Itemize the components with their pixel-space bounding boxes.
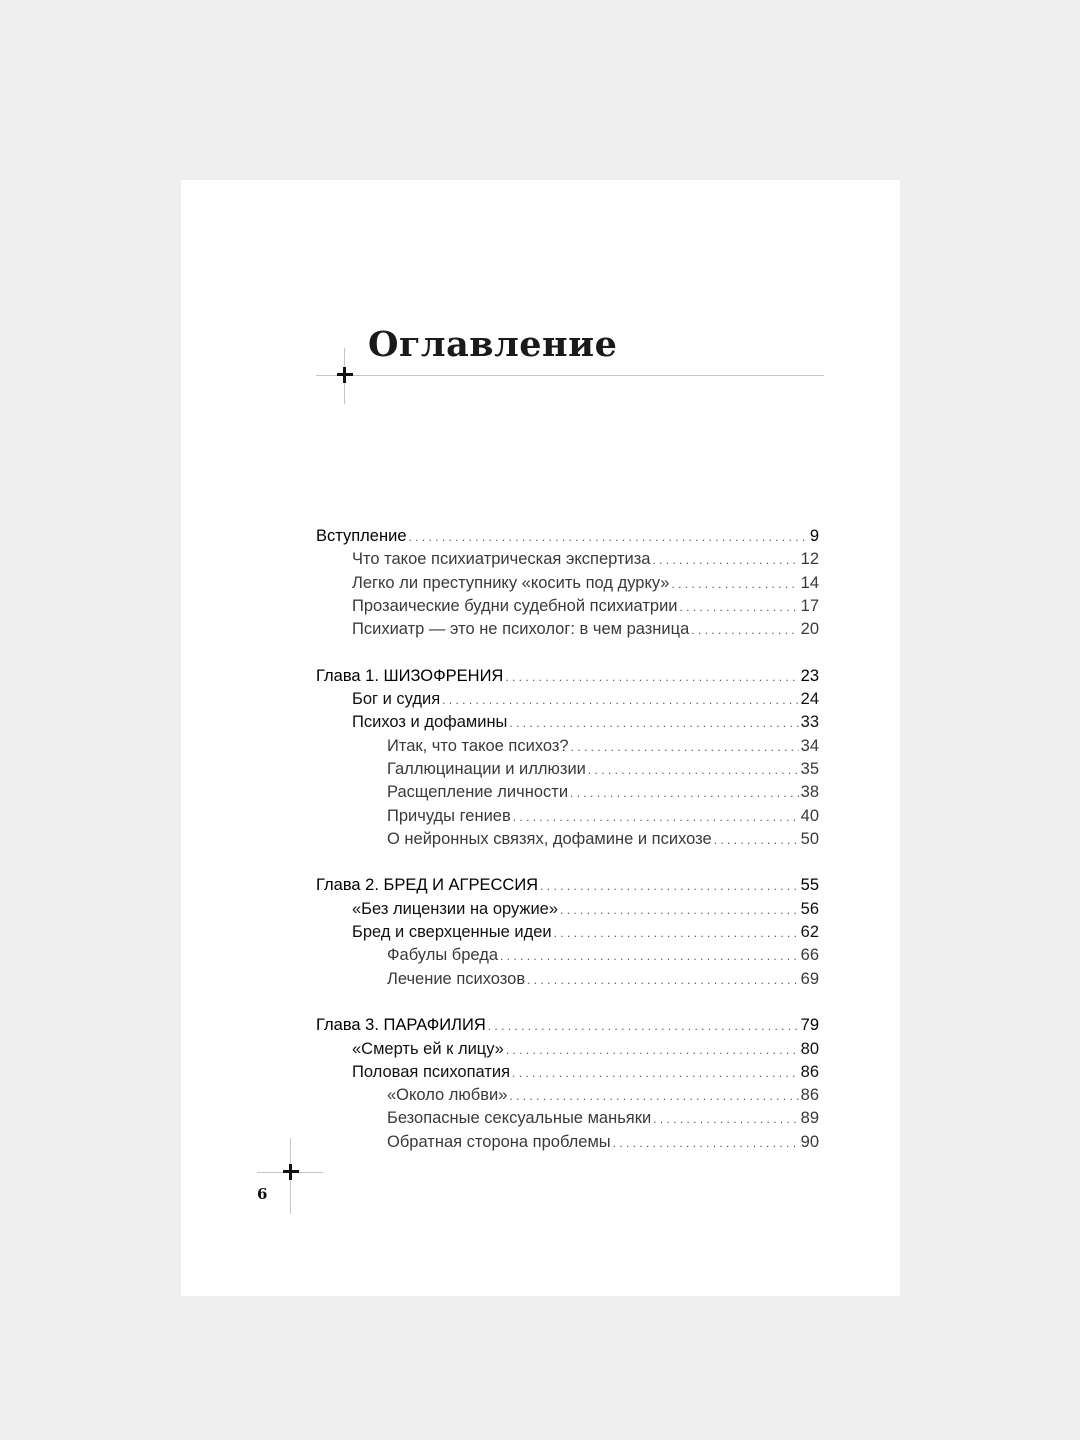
toc-dot-leader [714, 829, 799, 852]
toc-entry-title: Итак, что такое психоз? [387, 736, 569, 755]
toc-dot-leader [509, 712, 798, 735]
toc-page-number: 9 [809, 527, 819, 545]
toc-entry-title: «Без лицензии на оружие» [352, 899, 559, 918]
toc-section-entry [316, 572, 819, 595]
toc-page-number: 12 [800, 550, 819, 569]
toc-dot-leader [500, 945, 799, 968]
toc-entry-title: Прозаические будни судебной психиатрии [352, 596, 678, 615]
toc-section-entry [316, 711, 819, 734]
toc-dot-leader [671, 573, 798, 596]
toc-subsection-entry [316, 758, 819, 781]
toc-section-entry [316, 618, 819, 641]
toc-subsection-entry [316, 805, 819, 828]
footer-register-plus-icon [283, 1164, 299, 1180]
toc-entry-title: «Около любви» [387, 1086, 508, 1105]
toc-page-number: 86 [800, 1062, 819, 1081]
toc-entry-title: Фабулы бреда [387, 946, 499, 965]
toc-dot-leader [409, 526, 808, 549]
toc-page-number: 34 [800, 736, 819, 755]
toc-dot-leader [691, 619, 798, 642]
toc-entry-title: Психоз и дофамины [352, 713, 508, 732]
toc-page-number: 24 [800, 690, 819, 709]
toc-page-number: 50 [800, 829, 819, 848]
toc-page-number: 14 [800, 573, 819, 592]
table-of-contents [316, 525, 819, 1154]
toc-page-number: 86 [800, 1086, 819, 1105]
toc-section-entry [316, 595, 819, 618]
toc-dot-leader [509, 1085, 798, 1108]
toc-page-number: 40 [800, 806, 819, 825]
toc-section-entry [316, 548, 819, 571]
toc-dot-leader [505, 666, 798, 689]
toc-chapter-entry [316, 665, 819, 688]
toc-entry-title: Глава 1. ШИЗОФРЕНИЯ [316, 666, 504, 685]
toc-entry-title: Что такое психиатрическая экспертиза [352, 550, 651, 569]
toc-section-entry [316, 1061, 819, 1084]
title-register-plus-icon [337, 367, 353, 383]
toc-page-number: 56 [800, 899, 819, 918]
toc-entry-title: «Смерть ей к лицу» [352, 1039, 504, 1058]
toc-entry-title: Бог и судия [352, 690, 441, 709]
toc-page-number: 33 [800, 713, 819, 732]
toc-page-number: 69 [800, 969, 819, 988]
toc-chapter-entry [316, 525, 819, 548]
toc-entry-title: Причуды гениев [387, 806, 511, 825]
toc-page-number: 38 [800, 783, 819, 802]
toc-page-number: 55 [800, 876, 819, 895]
toc-entry-title: О нейронных связях, дофамине и психозе [387, 829, 712, 848]
toc-chapter-entry [316, 1014, 819, 1037]
toc-subsection-entry [316, 968, 819, 991]
toc-subsection-entry [316, 1084, 819, 1107]
toc-entry-title: Бред и сверхценные идеи [352, 923, 552, 942]
toc-page-number: 20 [800, 620, 819, 639]
toc-dot-leader [570, 782, 799, 805]
title-rule [316, 375, 824, 376]
toc-entry-title: Безопасные сексуальные маньяки [387, 1109, 652, 1128]
toc-entry-title: Обратная сторона проблемы [387, 1132, 611, 1151]
toc-entry-title: Психиатр — это не психолог: в чем разница [352, 620, 690, 639]
toc-page-number: 89 [800, 1109, 819, 1128]
toc-entry-title: Галлюцинации и иллюзии [387, 759, 586, 778]
toc-dot-leader [613, 1132, 799, 1155]
toc-section-entry [316, 921, 819, 944]
toc-dot-leader [652, 549, 798, 572]
toc-section-gap [316, 991, 819, 1014]
toc-dot-leader [560, 899, 799, 922]
toc-dot-leader [653, 1108, 798, 1131]
toc-subsection-entry [316, 944, 819, 967]
toc-chapter-entry [316, 874, 819, 897]
toc-subsection-entry [316, 828, 819, 851]
toc-subsection-entry [316, 735, 819, 758]
toc-entry-title: Вступление [316, 527, 407, 545]
page-number: 6 [257, 1185, 268, 1203]
toc-dot-leader [680, 596, 799, 619]
toc-subsection-entry [316, 1131, 819, 1154]
toc-entry-title: Глава 3. ПАРАФИЛИЯ [316, 1016, 486, 1035]
toc-dot-leader [527, 969, 799, 992]
toc-entry-title: Глава 2. БРЕД И АГРЕССИЯ [316, 876, 539, 895]
toc-subsection-entry [316, 1107, 819, 1130]
toc-subsection-entry [316, 781, 819, 804]
toc-dot-leader [442, 689, 799, 712]
toc-entry-title: Половая психопатия [352, 1062, 511, 1081]
toc-page-number: 66 [800, 946, 819, 965]
toc-page-number: 90 [800, 1132, 819, 1151]
toc-page-number: 79 [800, 1016, 819, 1035]
toc-dot-leader [554, 922, 799, 945]
toc-section-entry [316, 1038, 819, 1061]
toc-page-number: 62 [800, 923, 819, 942]
toc-dot-leader [512, 1062, 799, 1085]
toc-section-entry [316, 898, 819, 921]
page-title: Оглавление [368, 324, 618, 365]
toc-dot-leader [513, 806, 799, 829]
toc-dot-leader [571, 736, 799, 759]
toc-page-number: 80 [800, 1039, 819, 1058]
toc-entry-title: Лечение психозов [387, 969, 526, 988]
toc-entry-title: Расщепление личности [387, 783, 569, 802]
toc-page-number: 23 [800, 666, 819, 685]
toc-section-gap [316, 851, 819, 874]
toc-page-number: 17 [800, 596, 819, 615]
toc-section-entry [316, 688, 819, 711]
toc-dot-leader [588, 759, 799, 782]
toc-section-gap [316, 641, 819, 664]
toc-entry-title: Легко ли преступнику «косить под дурку» [352, 573, 670, 592]
toc-page-number: 35 [800, 759, 819, 778]
toc-dot-leader [488, 1015, 799, 1038]
toc-dot-leader [540, 875, 799, 898]
toc-dot-leader [506, 1039, 799, 1062]
